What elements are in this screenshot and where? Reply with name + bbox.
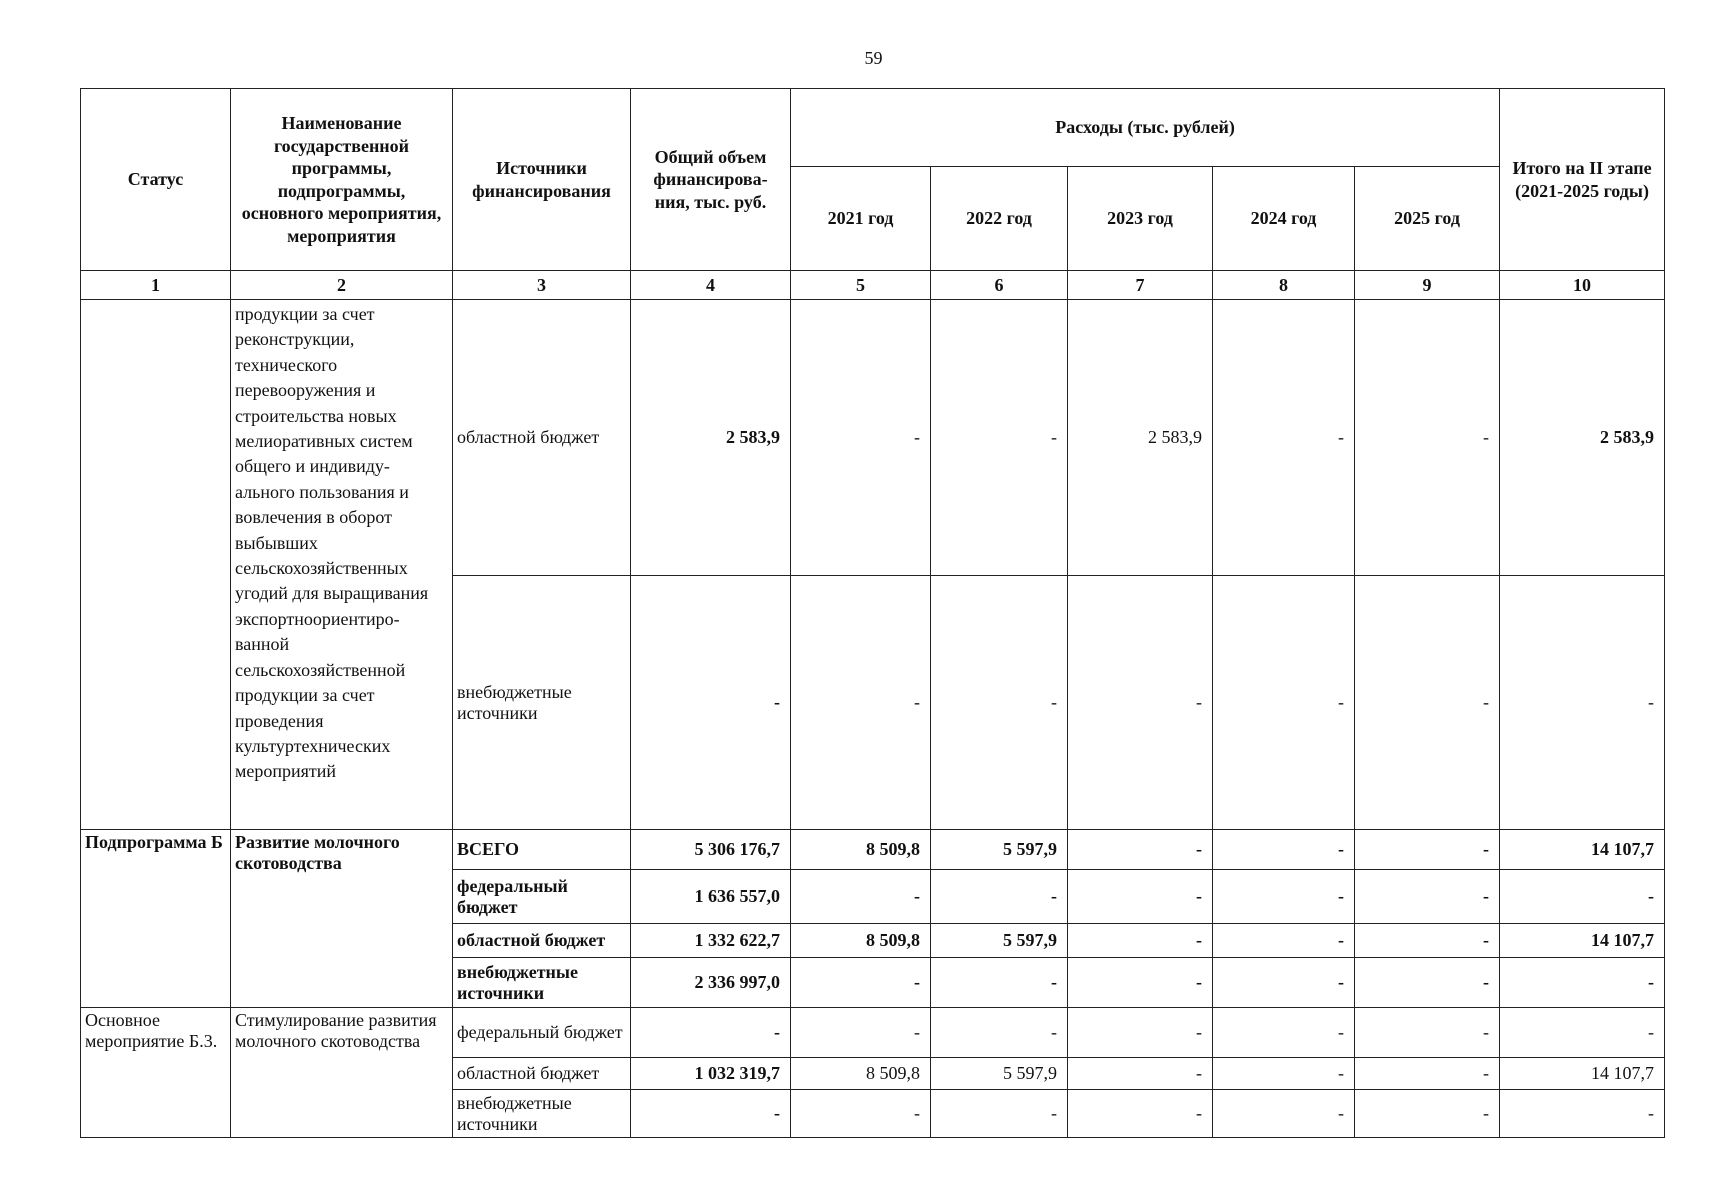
- total-volume-cell: -: [631, 576, 791, 830]
- stage-total-cell: 14 107,7: [1500, 830, 1665, 870]
- total-volume-cell: 1 332 622,7: [631, 924, 791, 958]
- year-2023-cell: -: [1068, 958, 1213, 1008]
- source-cell: федеральный бюджет: [453, 870, 631, 924]
- year-2024-cell: -: [1213, 830, 1355, 870]
- table-row: [81, 830, 1665, 870]
- year-2023-cell: 2 583,9: [1068, 300, 1213, 576]
- year-2021-cell: 8 509,8: [791, 1058, 931, 1090]
- year-2025-cell: -: [1355, 870, 1500, 924]
- total-volume-cell: 2 583,9: [631, 300, 791, 576]
- total-volume-cell: 2 336 997,0: [631, 958, 791, 1008]
- total-volume-cell: -: [631, 1090, 791, 1138]
- year-2024-cell: -: [1213, 1058, 1355, 1090]
- year-2024-cell: -: [1213, 924, 1355, 958]
- header-year-2024: 2024 год: [1213, 167, 1355, 271]
- header-year-2021: 2021 год: [791, 167, 931, 271]
- total-volume-cell: 5 306 176,7: [631, 830, 791, 870]
- year-2022-cell: -: [931, 958, 1068, 1008]
- stage-total-cell: -: [1500, 576, 1665, 830]
- status-cell: Подпрограмма Б: [81, 830, 231, 1008]
- column-number: 9: [1355, 271, 1500, 300]
- header-total-volume: Общий объем финансирова- ния, тыс. руб.: [631, 89, 791, 271]
- year-2025-cell: -: [1355, 924, 1500, 958]
- program-name-cell: Стимулирование развития молочного скотоводства: [231, 1008, 453, 1138]
- year-2025-cell: -: [1355, 830, 1500, 870]
- program-name-cell: продукции за счет реконструкции, технического перевооружения и строительства новых мелиоративных систем общего и индивиду- ального пользования и вовлечения в оборот выбывших сельскохозяйственных угодий для выращивания экспортноориентиро- ванной сельскохозяйственной продукции за счет проведения культуртехнических мероприятий: [231, 300, 453, 830]
- column-number: 10: [1500, 271, 1665, 300]
- year-2024-cell: -: [1213, 1008, 1355, 1058]
- year-2025-cell: -: [1355, 300, 1500, 576]
- year-2024-cell: -: [1213, 300, 1355, 576]
- year-2025-cell: -: [1355, 958, 1500, 1008]
- header-expenses: Расходы (тыс. рублей): [791, 89, 1500, 167]
- source-cell: ВСЕГО: [453, 830, 631, 870]
- year-2025-cell: -: [1355, 576, 1500, 830]
- year-2024-cell: -: [1213, 576, 1355, 830]
- year-2021-cell: 8 509,8: [791, 924, 931, 958]
- year-2024-cell: -: [1213, 1090, 1355, 1138]
- year-2023-cell: -: [1068, 1090, 1213, 1138]
- column-number: 7: [1068, 271, 1213, 300]
- header-year-2025: 2025 год: [1355, 167, 1500, 271]
- source-cell: областной бюджет: [453, 924, 631, 958]
- year-2022-cell: -: [931, 1008, 1068, 1058]
- year-2025-cell: -: [1355, 1058, 1500, 1090]
- stage-total-cell: -: [1500, 1008, 1665, 1058]
- year-2022-cell: 5 597,9: [931, 1058, 1068, 1090]
- page-number: 59: [864, 48, 883, 68]
- year-2023-cell: -: [1068, 924, 1213, 958]
- total-volume-cell: 1 032 319,7: [631, 1058, 791, 1090]
- year-2024-cell: -: [1213, 870, 1355, 924]
- year-2023-cell: -: [1068, 1008, 1213, 1058]
- status-cell: [81, 300, 231, 830]
- column-number: 3: [453, 271, 631, 300]
- year-2025-cell: -: [1355, 1008, 1500, 1058]
- header-sources: Источники финансирования: [453, 89, 631, 271]
- stage-total-cell: -: [1500, 958, 1665, 1008]
- stage-total-cell: 2 583,9: [1500, 300, 1665, 576]
- header-year-2023: 2023 год: [1068, 167, 1213, 271]
- source-cell: федеральный бюджет: [453, 1008, 631, 1058]
- year-2022-cell: -: [931, 300, 1068, 576]
- year-2021-cell: -: [791, 870, 931, 924]
- year-2021-cell: -: [791, 1090, 931, 1138]
- stage-total-cell: -: [1500, 870, 1665, 924]
- year-2023-cell: -: [1068, 870, 1213, 924]
- year-2021-cell: -: [791, 958, 931, 1008]
- stage-total-cell: 14 107,7: [1500, 1058, 1665, 1090]
- year-2022-cell: 5 597,9: [931, 830, 1068, 870]
- year-2024-cell: -: [1213, 958, 1355, 1008]
- year-2023-cell: -: [1068, 830, 1213, 870]
- total-volume-cell: 1 636 557,0: [631, 870, 791, 924]
- year-2025-cell: -: [1355, 1090, 1500, 1138]
- table-row: [81, 300, 1665, 576]
- program-name-cell: Развитие молочного скотоводства: [231, 830, 453, 1008]
- source-cell: внебюджетные источники: [453, 958, 631, 1008]
- year-2021-cell: -: [791, 1008, 931, 1058]
- table-row: [81, 1008, 1665, 1058]
- total-volume-cell: -: [631, 1008, 791, 1058]
- header-status: Статус: [81, 89, 231, 271]
- year-2022-cell: 5 597,9: [931, 924, 1068, 958]
- year-2021-cell: -: [791, 300, 931, 576]
- year-2022-cell: -: [931, 576, 1068, 830]
- year-2021-cell: 8 509,8: [791, 830, 931, 870]
- column-number: 1: [81, 271, 231, 300]
- column-number: 2: [231, 271, 453, 300]
- source-cell: внебюджетные источники: [453, 1090, 631, 1138]
- column-number: 4: [631, 271, 791, 300]
- year-2022-cell: -: [931, 870, 1068, 924]
- header-stage-total: Итого на II этапе (2021-2025 годы): [1500, 89, 1665, 271]
- header-name: Наименование государственной программы, подпрограммы, основного мероприятия, мероприятия: [231, 89, 453, 271]
- stage-total-cell: 14 107,7: [1500, 924, 1665, 958]
- budget-table: [80, 88, 1665, 1138]
- stage-total-cell: -: [1500, 1090, 1665, 1138]
- column-number: 6: [931, 271, 1068, 300]
- source-cell: областной бюджет: [453, 1058, 631, 1090]
- year-2022-cell: -: [931, 1090, 1068, 1138]
- year-2023-cell: -: [1068, 1058, 1213, 1090]
- column-number: 5: [791, 271, 931, 300]
- column-number: 8: [1213, 271, 1355, 300]
- column-numbers-row: [81, 271, 1665, 300]
- source-cell: областной бюджет: [453, 300, 631, 576]
- header-year-2022: 2022 год: [931, 167, 1068, 271]
- source-cell: внебюджетные источники: [453, 576, 631, 830]
- year-2021-cell: -: [791, 576, 931, 830]
- year-2023-cell: -: [1068, 576, 1213, 830]
- status-cell: Основное мероприятие Б.3.: [81, 1008, 231, 1138]
